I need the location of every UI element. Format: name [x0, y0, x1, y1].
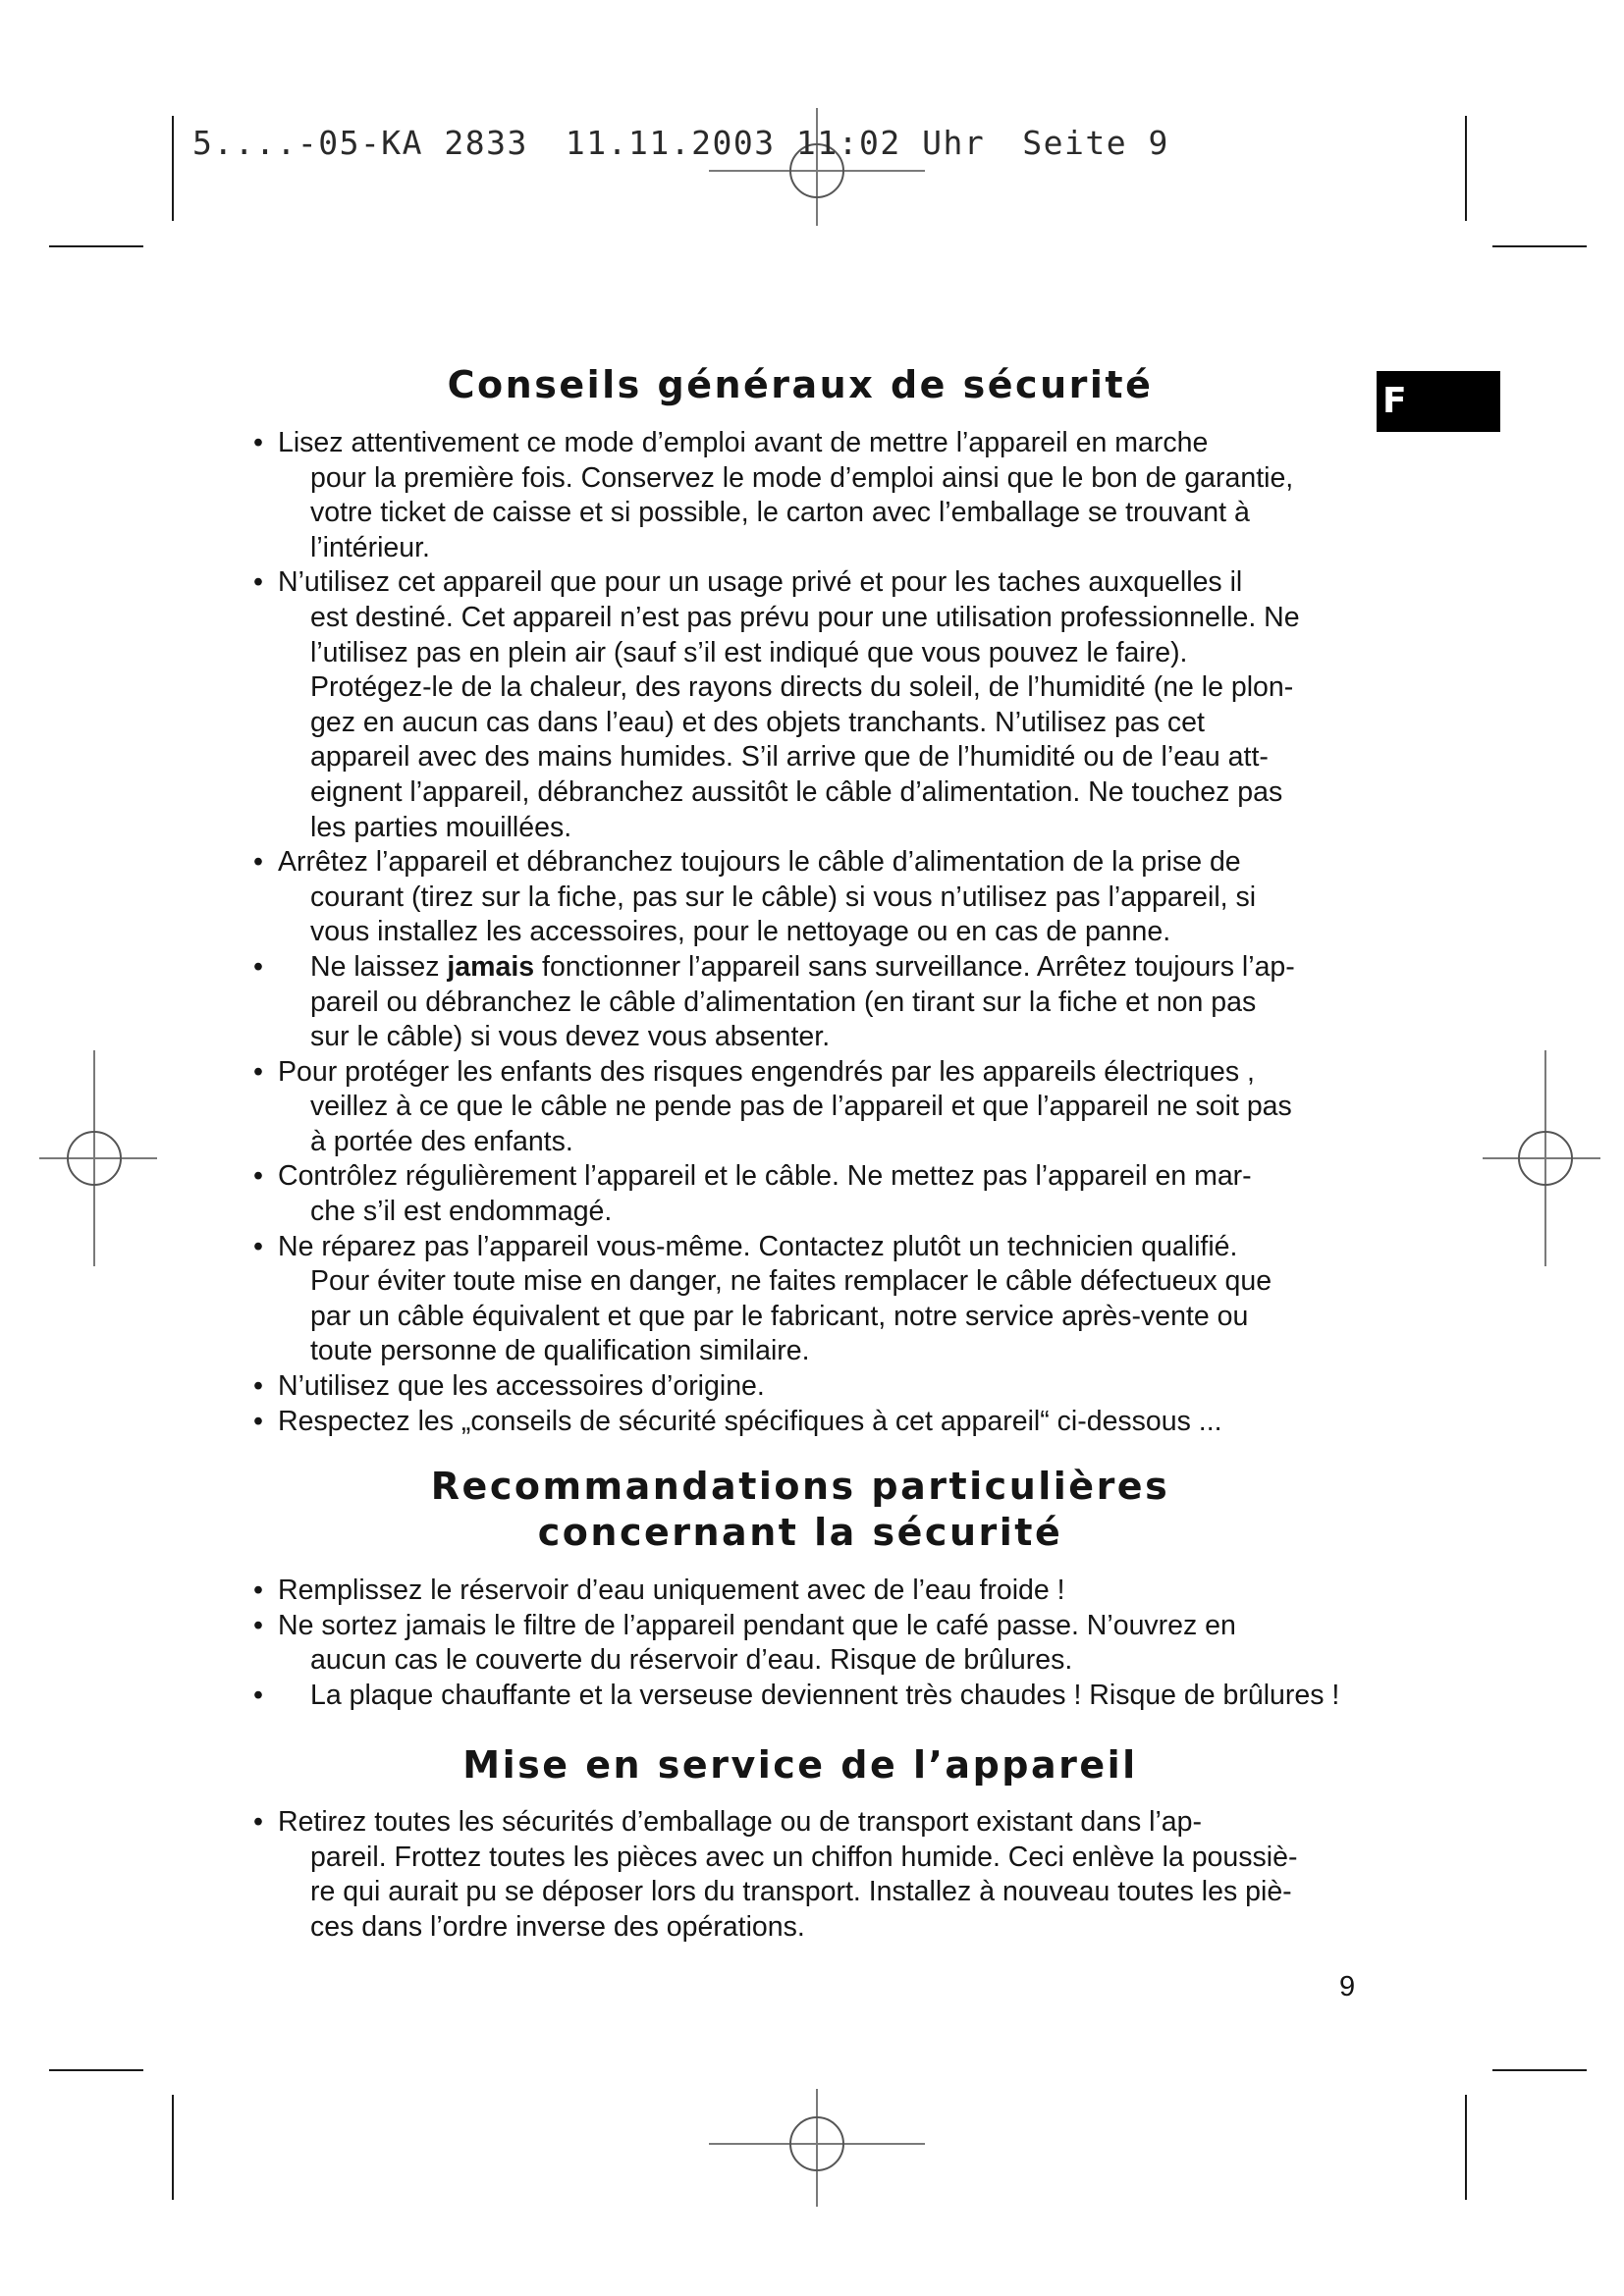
list-item: • Ne sortez jamais le filtre de l’appareil pendant que le café passe. N’ouvrez en aucun cas le couverte du réservoir d’eau. Risque de brûlures.: [253, 1609, 1236, 1677]
list-item: • Ne laissez jamais fonctionner l’appareil sans surveillance. Arrêtez toujours l’ap- pareil ou débranchez le câble d’alimentation (en tirant sur la fiche et non pas sur le câble) si vous devez vous absenter.: [253, 950, 1295, 1053]
bullet-icon: •: [253, 566, 263, 599]
bullet-icon: •: [253, 1370, 263, 1403]
crop-mark-bottom-left-vertical: [172, 2095, 174, 2200]
crop-mark-bottom-right-vertical: [1465, 2095, 1467, 2200]
section-title-startup: Mise en service de l’appareil: [462, 1743, 1138, 1787]
slug-page: Seite 9: [1022, 124, 1169, 162]
section-title-general-safety: Conseils généraux de sécurité: [447, 363, 1154, 406]
bullet-icon: •: [253, 1160, 263, 1193]
crop-mark-top-right-horizontal: [1492, 245, 1587, 247]
page-number: 9: [1339, 1971, 1356, 2002]
specific-safety-list: [253, 1574, 1373, 1713]
list-item: • N’utilisez que les accessoires d’origine.: [253, 1369, 1373, 1405]
list-item: • Respectez les „conseils de sécurité spécifiques à cet appareil“ ci-dessous ...: [253, 1405, 1373, 1440]
list-item: • Lisez attentivement ce mode d’emploi avant de mettre l’appareil en marche pour la première fois. Conservez le mode d’emploi ainsi que le bon de garantie, votre ticket de caisse et si possible, le carton avec l’emballage se trouvant à l’intérieur.: [253, 427, 1294, 563]
bullet-icon: •: [253, 1679, 263, 1711]
emphasis-never: jamais: [447, 950, 535, 983]
bullet-icon: •: [253, 950, 263, 983]
list-item: • Ne réparez pas l’appareil vous-même. Contactez plutôt un technicien qualifié. Pour éviter toute mise en danger, ne faites remplacer le câble défectueux que par un câble équivalent et que par le fabricant, notre service après-vente ou toute personne de qualification similaire.: [253, 1230, 1272, 1367]
registration-mark-right-icon: [1483, 1050, 1600, 1266]
bullet-icon: •: [253, 1609, 263, 1641]
bullet-icon: •: [253, 427, 263, 458]
crop-mark-top-left-horizontal: [49, 245, 143, 247]
bullet-icon: •: [253, 1055, 263, 1088]
list-item: • N’utilisez cet appareil que pour un usage privé et pour les taches auxquelles il est destiné. Cet appareil n’est pas prévu pour une utilisation professionnelle. Ne l’utilisez pas en plein air (sauf s’il est indiqué que vous pouvez le faire). Protégez-le de la chaleur, des rayons directs du soleil, de l’humidité (ne le plon- gez en aucun cas dans l’eau) et des objets tranchants. N’utilisez pas cet appareil avec des mains humides. S’il arrive que de l’humidité ou de l’eau att- eignent l’appareil, débranchez aussitôt le câble d’alimentation. Ne touchez pas les parties mouillées.: [253, 566, 1300, 843]
startup-list: [253, 1805, 1373, 1945]
list-item: • Arrêtez l’appareil et débranchez toujours le câble d’alimentation de la prise de courant (tirez sur la fiche, pas sur le câble) si vous n’utilisez pas l’appareil, si vous installez les accessoires, pour le nettoyage ou en cas de panne.: [253, 846, 1257, 948]
bullet-icon: •: [253, 1405, 263, 1437]
registration-mark-bottom-icon: [709, 2089, 925, 2207]
section-title-specific-safety-line2: concernant la sécurité: [537, 1511, 1063, 1554]
section-title-specific-safety-line1: Recommandations particulières: [430, 1465, 1170, 1508]
general-safety-list: [253, 426, 1373, 1439]
registration-mark-left-icon: [39, 1050, 157, 1266]
crop-mark-top-left-vertical: [172, 116, 174, 221]
list-item: • La plaque chauffante et la verseuse deviennent très chaudes ! Risque de brûlures !: [253, 1679, 1373, 1714]
crop-mark-top-right-vertical: [1465, 116, 1467, 221]
print-slug: [192, 124, 1207, 162]
bullet-icon: •: [253, 846, 263, 879]
slug-date: 11.11.2003 11:02 Uhr: [565, 124, 986, 162]
bullet-icon: •: [253, 1230, 263, 1262]
bullet-icon: •: [253, 1575, 263, 1606]
crop-mark-bottom-right-horizontal: [1492, 2069, 1587, 2071]
list-item: • Retirez toutes les sécurités d’emballage ou de transport existant dans l’ap- pareil. Frottez toutes les pièces avec un chiffon humide. Ceci enlève la poussiè- re qui aurait pu se déposer lors du transport. Installez à nouveau toutes les piè- ces dans l’ordre inverse des opérations.: [253, 1806, 1298, 1943]
list-item: • Contrôlez régulièrement l’appareil et le câble. Ne mettez pas l’appareil en mar- che s’il est endommagé.: [253, 1160, 1252, 1228]
bullet-icon: •: [253, 1806, 263, 1838]
list-item: • Remplissez le réservoir d’eau uniquement avec de l’eau froide !: [253, 1574, 1373, 1609]
list-item: • Pour protéger les enfants des risques engendrés par les appareils électriques , veillez à ce que le câble ne pende pas de l’appareil et que l’appareil ne soit pas à portée des enfants.: [253, 1055, 1292, 1157]
crop-mark-bottom-left-horizontal: [49, 2069, 143, 2071]
slug-code: 5....-05-KA 2833: [192, 124, 528, 162]
language-tab: F: [1377, 371, 1500, 432]
